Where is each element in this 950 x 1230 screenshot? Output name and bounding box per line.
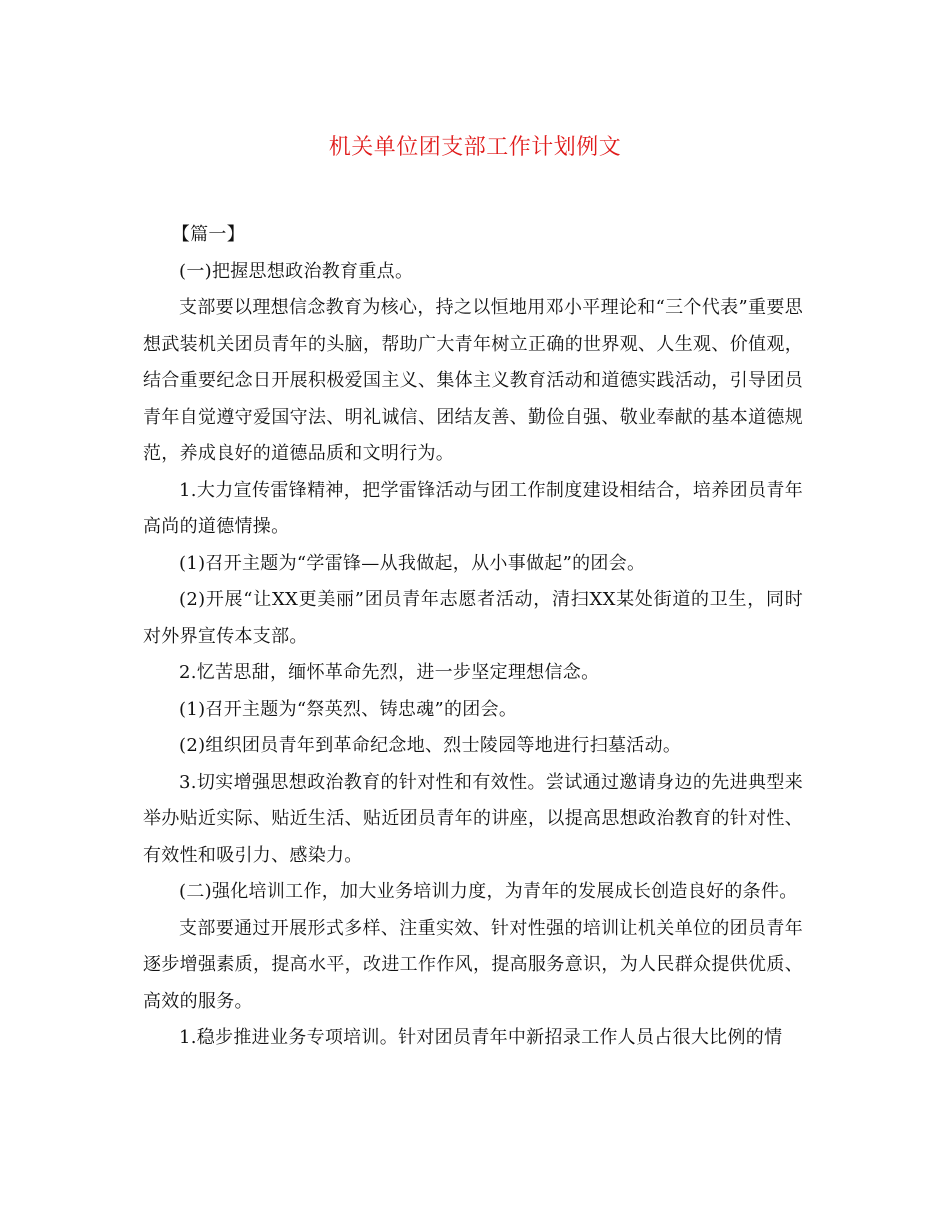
paragraph: (2)开展“让XX更美丽”团员青年志愿者活动，清扫XX某处街道的卫生，同时对外界宣传本支部。 xyxy=(143,589,803,647)
paragraph: (2)组织团员青年到革命纪念地、烈士陵园等地进行扫墓活动。 xyxy=(179,735,682,756)
paragraph: 支部要以理想信念教育为核心，持之以恒地用邓小平理论和“三个代表”重要思想武装机关团员青年的头脑，帮助广大青年树立正确的世界观、人生观、价值观，结合重要纪念日开展积极爱国主义、集体主义教育活动和道德实践活动，引导团员青年自觉遵守爱国守法、明礼诚信、团结友善、勤俭自强、敬业奉献的基本道德规范，养成良好的道德品质和文明行为。 xyxy=(143,297,803,464)
section-label: 【篇一】 xyxy=(171,224,245,245)
paragraph: (1)召开主题为“祭英烈、铸忠魂”的团会。 xyxy=(179,698,518,720)
paragraph: (1)召开主题为“学雷锋—从我做起，从小事做起”的团会。 xyxy=(179,552,646,574)
document-body xyxy=(143,217,803,1057)
paragraph: 1.稳步推进业务专项培训。针对团员青年中新招录工作人员占很大比例的情 xyxy=(179,1027,783,1048)
paragraph: 3.切实增强思想政治教育的针对性和有效性。尝试通过邀请身边的先进典型来举办贴近实际、贴近生活、贴近团员青年的讲座，以提高思想政治教育的针对性、有效性和吸引力、感染力。 xyxy=(143,771,803,866)
paragraph: 1.大力宣传雷锋精神，把学雷锋活动与团工作制度建设相结合，培养团员青年高尚的道德情操。 xyxy=(143,479,803,537)
paragraph: 2.忆苦思甜，缅怀革命先烈，进一步坚定理想信念。 xyxy=(179,662,600,683)
paragraph: 支部要通过开展形式多样、注重实效、针对性强的培训让机关单位的团员青年逐步增强素质，提高水平，改进工作作风，提高服务意识，为人民群众提供优质、高效的服务。 xyxy=(143,917,803,1012)
paragraph: (二)强化培训工作，加大业务培训力度，为青年的发展成长创造良好的条件。 xyxy=(179,881,798,902)
document-title: 机关单位团支部工作计划例文 xyxy=(328,135,622,160)
paragraph: (一)把握思想政治教育重点。 xyxy=(179,260,414,282)
